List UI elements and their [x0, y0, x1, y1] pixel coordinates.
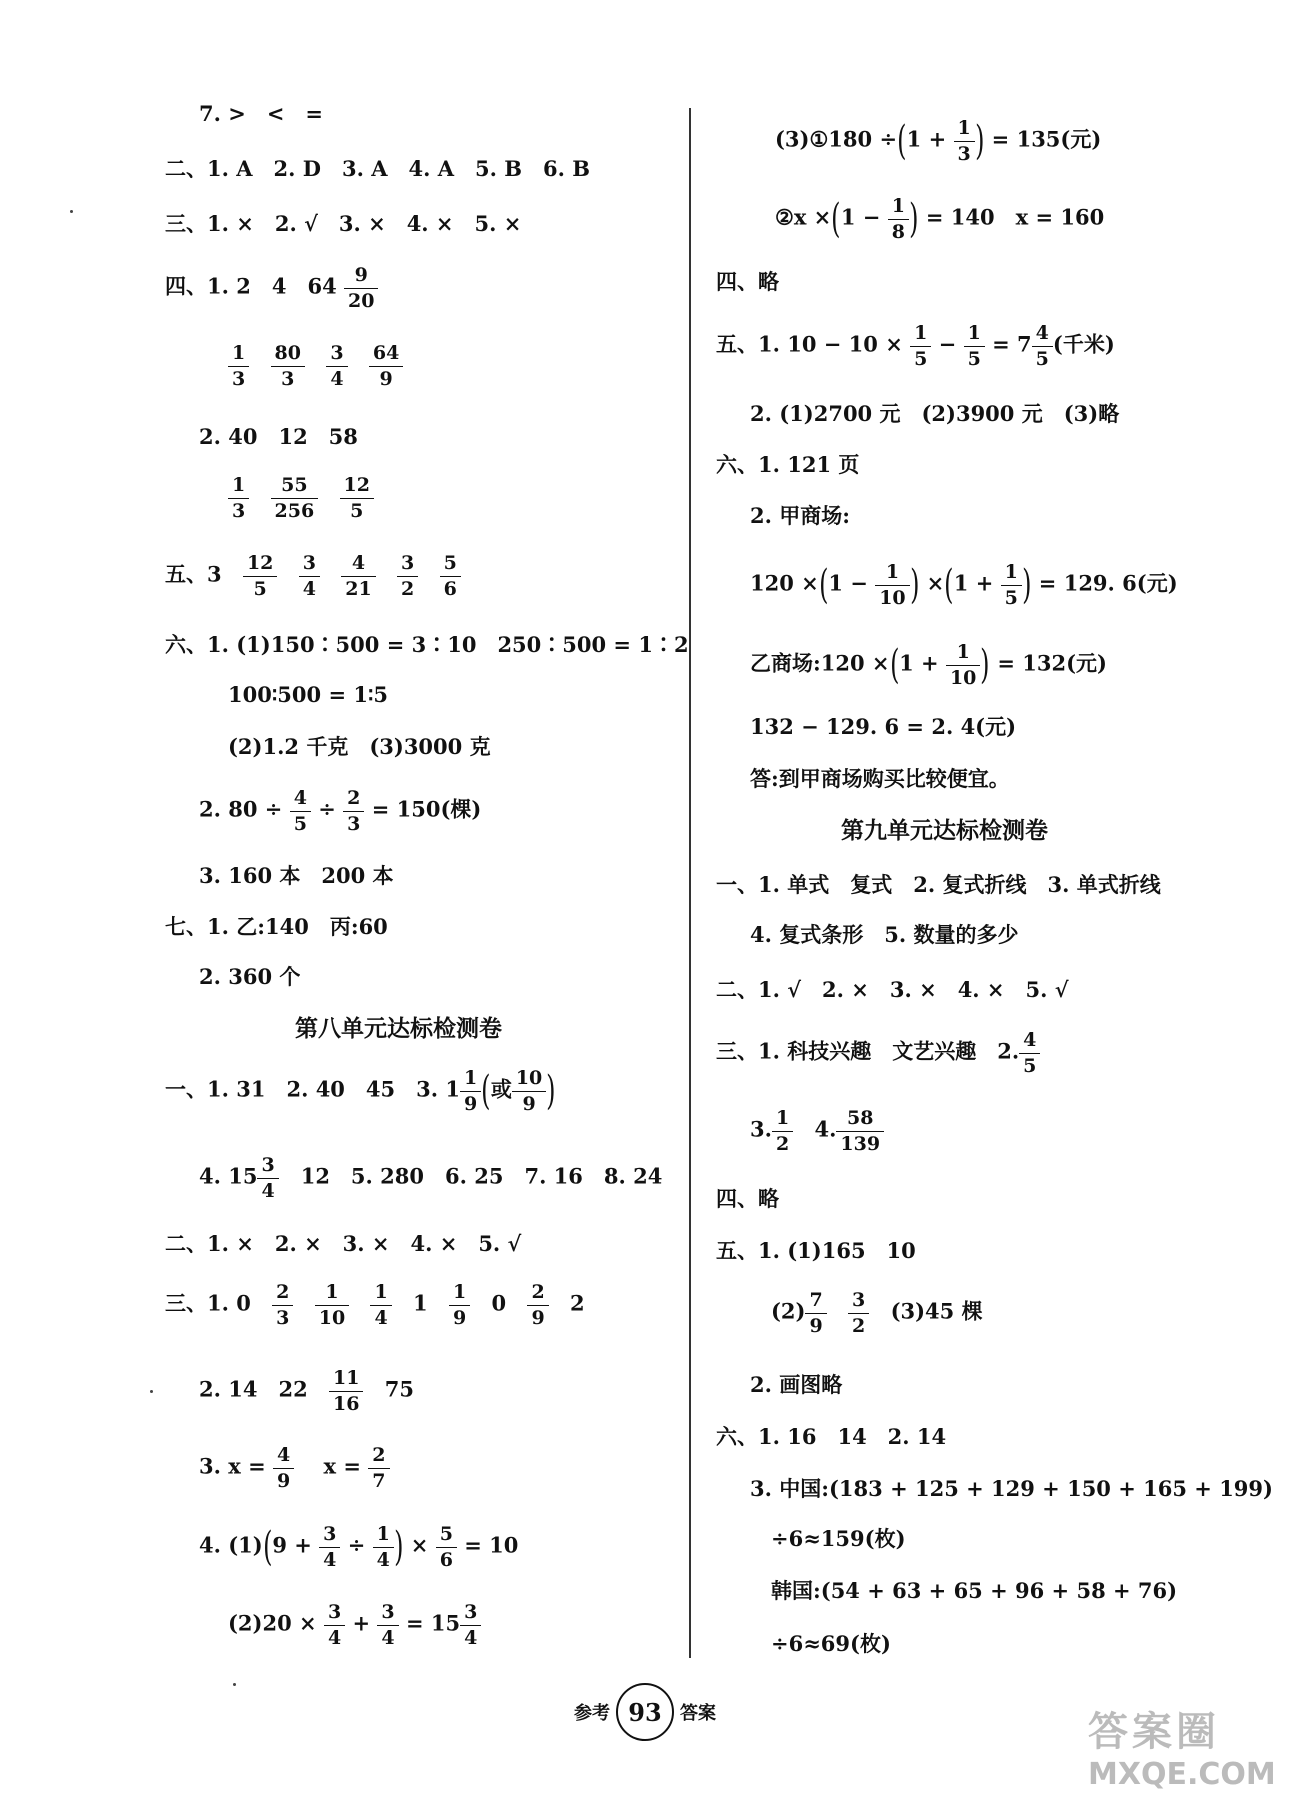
- text: 或: [490, 1077, 512, 1102]
- text: = 129. 6(元): [1038, 570, 1178, 596]
- text: = 10: [464, 1532, 519, 1558]
- fraction: $\frac{1}{10}$: [948, 642, 978, 688]
- text: 3.: [750, 1116, 772, 1142]
- answer-line: 4. (1)(9 + $\frac{3}{4}$ ÷ $\frac{1}{4}$ ) × $\frac{5}{6}$ = 10: [199, 1523, 519, 1571]
- fraction: $\frac{3}{4}$: [328, 343, 345, 389]
- page-footer: [574, 1683, 716, 1741]
- text: = 15: [405, 1610, 461, 1636]
- text: +: [352, 1610, 371, 1636]
- fraction: $\frac{1}{5}$: [1003, 562, 1020, 608]
- answer-line: 二、1. √ 2. × 3. × 4. × 5. √: [716, 977, 1069, 1002]
- answer-line: 7. > < =: [199, 101, 324, 126]
- text: 2. 14 22: [199, 1376, 308, 1402]
- text: 1 −: [840, 204, 881, 230]
- page-number: 93: [616, 1683, 674, 1741]
- answer-line: 2. 40 12 58: [199, 424, 358, 449]
- answer-line: [199, 788, 481, 834]
- fraction: $\frac{1}{3}$: [230, 343, 247, 389]
- text: = 7: [992, 331, 1032, 357]
- fraction: $\frac{2}{7}$: [370, 1445, 387, 1491]
- text: 2: [570, 1290, 585, 1316]
- text: = 135(元): [991, 126, 1102, 152]
- fraction: $\frac{4}{5}$: [1021, 1030, 1038, 1076]
- answer-line: 二、1. × 2. × 3. × 4. × 5. √: [165, 1231, 522, 1256]
- answer-line: 3. 160 本 200 本: [199, 863, 394, 888]
- answer-line: 七、1. 乙:140 丙:60: [165, 914, 388, 939]
- text: ÷: [318, 796, 336, 822]
- fraction: $\frac{10}{9}$: [514, 1068, 544, 1114]
- fraction: $\frac{9}{20}$: [346, 265, 376, 311]
- text: 三、1. 0: [165, 1290, 251, 1316]
- text: 1: [413, 1290, 428, 1316]
- answer-line: (2)1.2 千克 (3)3000 克: [228, 734, 491, 759]
- answer-line: 六、1. 16 14 2. 14: [716, 1424, 947, 1449]
- answer-line: [165, 553, 461, 599]
- answer-line: [199, 1368, 414, 1414]
- answer-line: 2. 360 个: [199, 964, 301, 989]
- text: 1 +: [899, 650, 939, 676]
- text: (2)20 ×: [228, 1610, 317, 1636]
- text: = 150(棵): [371, 796, 482, 822]
- text: 12 5. 280 6. 25 7. 16 8. 24: [300, 1163, 663, 1189]
- fraction: $\frac{1}{4}$: [372, 1282, 389, 1328]
- answer-line: [716, 1030, 1040, 1076]
- fraction: $\frac{58}{139}$: [838, 1108, 882, 1154]
- answer-line: [199, 1155, 662, 1201]
- text: 1 −: [828, 570, 868, 596]
- watermark-url: MXQE.COM: [1088, 1757, 1276, 1792]
- text: 120 ×: [750, 570, 819, 596]
- answer-line: 三、1. × 2. √ 3. × 4. × 5. ×: [165, 211, 522, 236]
- fraction: $\frac{1}{9}$: [462, 1068, 479, 1114]
- text: 2. 80 ÷: [199, 796, 283, 822]
- fraction: $\frac{5}{6}$: [442, 553, 459, 599]
- fraction: $\frac{3}{4}$: [462, 1602, 479, 1648]
- answer-line: 3. 中国:(183 + 125 + 129 + 150 + 165 + 199): [750, 1476, 1273, 1501]
- fraction: $\frac{3}{2}$: [850, 1290, 867, 1336]
- fraction: $\frac{3}{4}$: [326, 1602, 343, 1648]
- text: 五、1. 10 − 10 ×: [716, 331, 903, 357]
- fraction: $\frac{3}{4}$: [259, 1155, 276, 1201]
- fraction: $\frac{2}{3}$: [274, 1282, 291, 1328]
- fraction: $\frac{5}{6}$: [438, 1524, 455, 1570]
- answer-line: 100∶500 = 1∶5: [228, 682, 389, 707]
- text: 4. 15: [199, 1163, 258, 1189]
- answer-line: 132 − 129. 6 = 2. 4(元): [750, 714, 1017, 739]
- answer-line: 乙商场:120 ×(1 + $\frac{1}{10}$ ) = 132(元): [750, 641, 1107, 689]
- fraction: $\frac{1}{5}$: [912, 323, 929, 369]
- answer-line: ②x ×(1 − $\frac{1}{8}$ ) = 140 x = 160: [775, 195, 1105, 243]
- fraction: $\frac{1}{4}$: [375, 1524, 392, 1570]
- text: ②x ×: [775, 204, 832, 230]
- answer-line: 2. (1)2700 元 (2)3900 元 (3)略: [750, 401, 1120, 426]
- text: = 140 x = 160: [925, 204, 1105, 230]
- text: (千米): [1052, 331, 1115, 357]
- answer-line: 答:到甲商场购买比较便宜。: [750, 766, 1010, 791]
- answer-line: 五、1. (1)165 10: [716, 1238, 916, 1263]
- text: 3. x =: [199, 1453, 266, 1479]
- text: (2): [771, 1298, 806, 1324]
- fraction: $\frac{1}{2}$: [774, 1108, 791, 1154]
- answer-line: [228, 1602, 481, 1648]
- answer-line: 六、1. 121 页: [716, 452, 860, 477]
- answer-line: [165, 265, 378, 311]
- fraction: $\frac{7}{9}$: [807, 1290, 824, 1336]
- answer-line: 4. 复式条形 5. 数量的多少: [750, 922, 1019, 947]
- answer-line: 120 ×(1 − $\frac{1}{10}$ ) ×(1 + $\frac{1}{5}$ ) = 129. 6(元): [750, 561, 1178, 609]
- answer-line: 六、1. (1)150∶500 = 3∶10 250∶500 = 1∶2: [165, 632, 689, 657]
- fraction: $\frac{1}{3}$: [230, 475, 247, 521]
- fraction: $\frac{64}{9}$: [371, 343, 401, 389]
- text: 1 +: [953, 570, 994, 596]
- answer-line: 2. 甲商场:: [750, 503, 850, 528]
- fraction: $\frac{4}{5}$: [1034, 323, 1051, 369]
- fraction: $\frac{2}{3}$: [345, 788, 362, 834]
- column-divider: [689, 108, 691, 1658]
- text: ÷: [347, 1532, 366, 1558]
- answer-line: [199, 1445, 390, 1491]
- text: 四、1. 2 4 64: [165, 273, 337, 299]
- text: 五、3: [165, 561, 222, 587]
- text: 一、1. 31 2. 40 45 3. 1: [165, 1076, 460, 1102]
- text: ×: [410, 1532, 429, 1558]
- fraction: $\frac{80}{3}$: [273, 343, 303, 389]
- fraction: $\frac{1}{8}$: [890, 196, 907, 242]
- fraction: $\frac{1}{3}$: [956, 118, 973, 164]
- scan-speck: [70, 210, 73, 213]
- answer-line: ÷6≈69(枚): [771, 1631, 891, 1656]
- fraction: $\frac{12}{5}$: [245, 553, 275, 599]
- answer-line: [750, 1108, 884, 1154]
- fraction: $\frac{1}{10}$: [317, 1282, 347, 1328]
- section-heading: 第九单元达标检测卷: [841, 818, 1048, 844]
- scan-speck: [150, 1390, 153, 1393]
- text: (3)①180 ÷: [775, 126, 898, 152]
- text: ×: [926, 570, 945, 596]
- answer-line: [771, 1290, 983, 1336]
- text: 1 +: [906, 126, 947, 152]
- answer-line: (3)①180 ÷(1 + $\frac{1}{3}$ ) = 135(元): [775, 117, 1102, 165]
- answer-line: [165, 1282, 585, 1328]
- fraction: $\frac{1}{10}$: [877, 562, 907, 608]
- fraction: $\frac{11}{16}$: [331, 1368, 361, 1414]
- answer-line: 韩国:(54 + 63 + 65 + 96 + 58 + 76): [771, 1578, 1178, 1603]
- fraction: $\frac{12}{5}$: [342, 475, 372, 521]
- text: x =: [323, 1453, 361, 1479]
- answer-line: 一、1. 31 2. 40 45 3. 1 $\frac{1}{9}$ (或 $\frac{10}{9}$ ): [165, 1067, 556, 1115]
- text: 4.: [814, 1116, 837, 1142]
- watermark-logo-text: 答案圈: [1088, 1709, 1220, 1755]
- text: 9 +: [272, 1532, 312, 1558]
- fraction: $\frac{1}{9}$: [451, 1282, 468, 1328]
- fraction: $\frac{2}{9}$: [529, 1282, 546, 1328]
- answer-line: 四、略: [716, 1186, 779, 1211]
- fraction: $\frac{3}{4}$: [321, 1524, 338, 1570]
- fraction: $\frac{4}{9}$: [275, 1445, 292, 1491]
- text: 三、1. 科技兴趣 文艺兴趣 2.: [716, 1038, 1020, 1064]
- fraction: $\frac{3}{4}$: [379, 1602, 396, 1648]
- fraction-row: [228, 343, 403, 389]
- fraction: $\frac{3}{2}$: [399, 553, 416, 599]
- answer-line: 2. 画图略: [750, 1372, 843, 1397]
- fraction: $\frac{3}{4}$: [301, 553, 318, 599]
- fraction: $\frac{1}{5}$: [966, 323, 983, 369]
- footer-right-label: 答案: [680, 1703, 716, 1724]
- answer-line: ÷6≈159(枚): [771, 1526, 906, 1551]
- answer-line: 四、略: [716, 269, 779, 294]
- footer-left-label: 参考: [574, 1703, 610, 1724]
- fraction-row: [228, 475, 374, 521]
- fraction: $\frac{55}{256}$: [273, 475, 317, 521]
- text: 乙商场:120 ×: [750, 650, 890, 676]
- section-heading: 第八单元达标检测卷: [295, 1016, 502, 1042]
- answer-line: 二、1. A 2. D 3. A 4. A 5. B 6. B: [165, 156, 590, 181]
- answer-line: 一、1. 单式 复式 2. 复式折线 3. 单式折线: [716, 872, 1161, 897]
- answer-line: [716, 323, 1115, 369]
- watermark-logo: [1088, 1700, 1283, 1796]
- text: −: [938, 331, 957, 357]
- text: 0: [491, 1290, 507, 1316]
- fraction: $\frac{4}{5}$: [292, 788, 309, 834]
- fraction: $\frac{4}{21}$: [343, 553, 373, 599]
- text: 75: [384, 1376, 414, 1402]
- text: = 132(元): [997, 650, 1107, 676]
- text: 4. (1): [199, 1532, 263, 1558]
- scan-speck: [233, 1683, 236, 1686]
- text: (3)45 棵: [890, 1298, 983, 1324]
